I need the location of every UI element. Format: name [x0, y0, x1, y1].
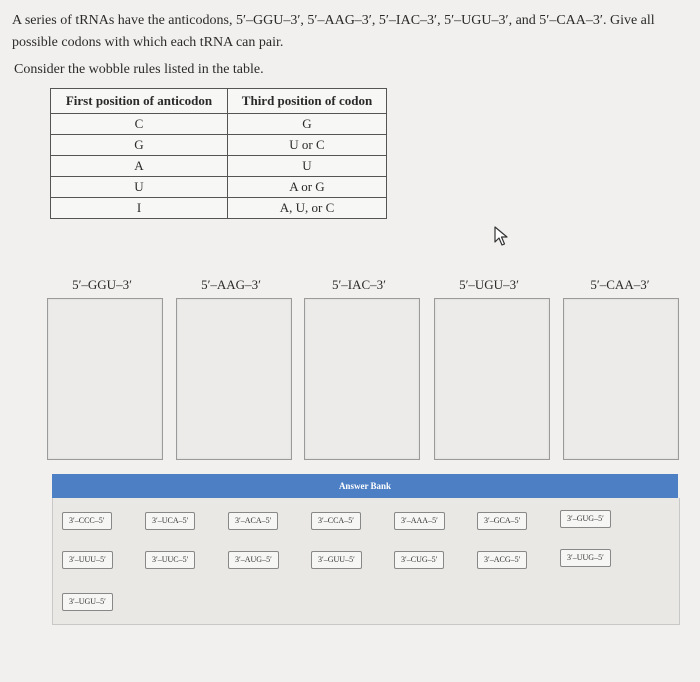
table-row [51, 177, 387, 198]
answer-bank-title: Answer Bank [52, 474, 678, 498]
answer-chip[interactable]: 3′–CCC–5′ [62, 512, 112, 530]
anticodon-label: 5′–CAA–3′ [590, 277, 650, 292]
answer-chip[interactable]: 3′–GUU–5′ [311, 551, 362, 569]
anticodon-label: 5′–IAC–3′ [331, 277, 387, 292]
wobble-rules-table [50, 88, 387, 219]
table-header: First position of anticodon [51, 89, 228, 114]
table-cell: U [51, 177, 228, 198]
table-cell: G [228, 114, 387, 135]
answer-chip[interactable]: 3′–GCA–5′ [477, 512, 527, 530]
table-cell: U [228, 156, 387, 177]
table-row [51, 198, 387, 219]
drop-zone-iac[interactable] [304, 298, 420, 460]
table-row [51, 156, 387, 177]
drop-zone-caa[interactable] [563, 298, 679, 460]
mouse-pointer-icon [492, 225, 510, 247]
drop-zone-ugu[interactable] [434, 298, 550, 460]
anticodon-label: 5′–GGU–3′ [72, 277, 132, 292]
table-cell: I [51, 198, 228, 219]
answer-chip[interactable]: 3′–AUG–5′ [228, 551, 279, 569]
answer-chip[interactable]: 3′–UUC–5′ [145, 551, 195, 569]
anticodon-label: 5′–UGU–3′ [459, 277, 519, 292]
answer-chip[interactable]: 3′–CCA–5′ [311, 512, 361, 530]
instruction-text: Consider the wobble rules listed in the table. [14, 62, 264, 77]
answer-chip[interactable]: 3′–GUG–5′ [560, 510, 611, 528]
answer-chip[interactable]: 3′–UGU–5′ [62, 593, 113, 611]
table-row [51, 114, 387, 135]
table-cell: C [51, 114, 228, 135]
answer-chip[interactable]: 3′–AAA–5′ [394, 512, 445, 530]
table-cell: U or C [228, 135, 387, 156]
table-cell: A, U, or C [228, 198, 387, 219]
drop-zone-aag[interactable] [176, 298, 292, 460]
table-cell: A [51, 156, 228, 177]
answer-chip[interactable]: 3′–CUG–5′ [394, 551, 444, 569]
answer-chip[interactable]: 3′–ACA–5′ [228, 512, 278, 530]
table-row [51, 135, 387, 156]
answer-chip[interactable]: 3′–UUG–5′ [560, 549, 611, 567]
table-cell: G [51, 135, 228, 156]
table-cell: A or G [228, 177, 387, 198]
table-header-row [51, 89, 387, 114]
drop-zone-ggu[interactable] [47, 298, 163, 460]
anticodon-label: 5′–AAG–3′ [201, 277, 261, 292]
answer-chip[interactable]: 3′–UCA–5′ [145, 512, 195, 530]
question-text: A series of tRNAs have the anticodons, 5′–GGU–3′, 5′–AAG–3′, 5′–IAC–3′, 5′–UGU–3′, and 5′–CAA–3′. Give all possible codons with which each tRNA can pair. [12, 13, 655, 50]
answer-chip[interactable]: 3′–UUU–5′ [62, 551, 113, 569]
answer-chip[interactable]: 3′–ACG–5′ [477, 551, 527, 569]
table-header: Third position of codon [228, 89, 387, 114]
